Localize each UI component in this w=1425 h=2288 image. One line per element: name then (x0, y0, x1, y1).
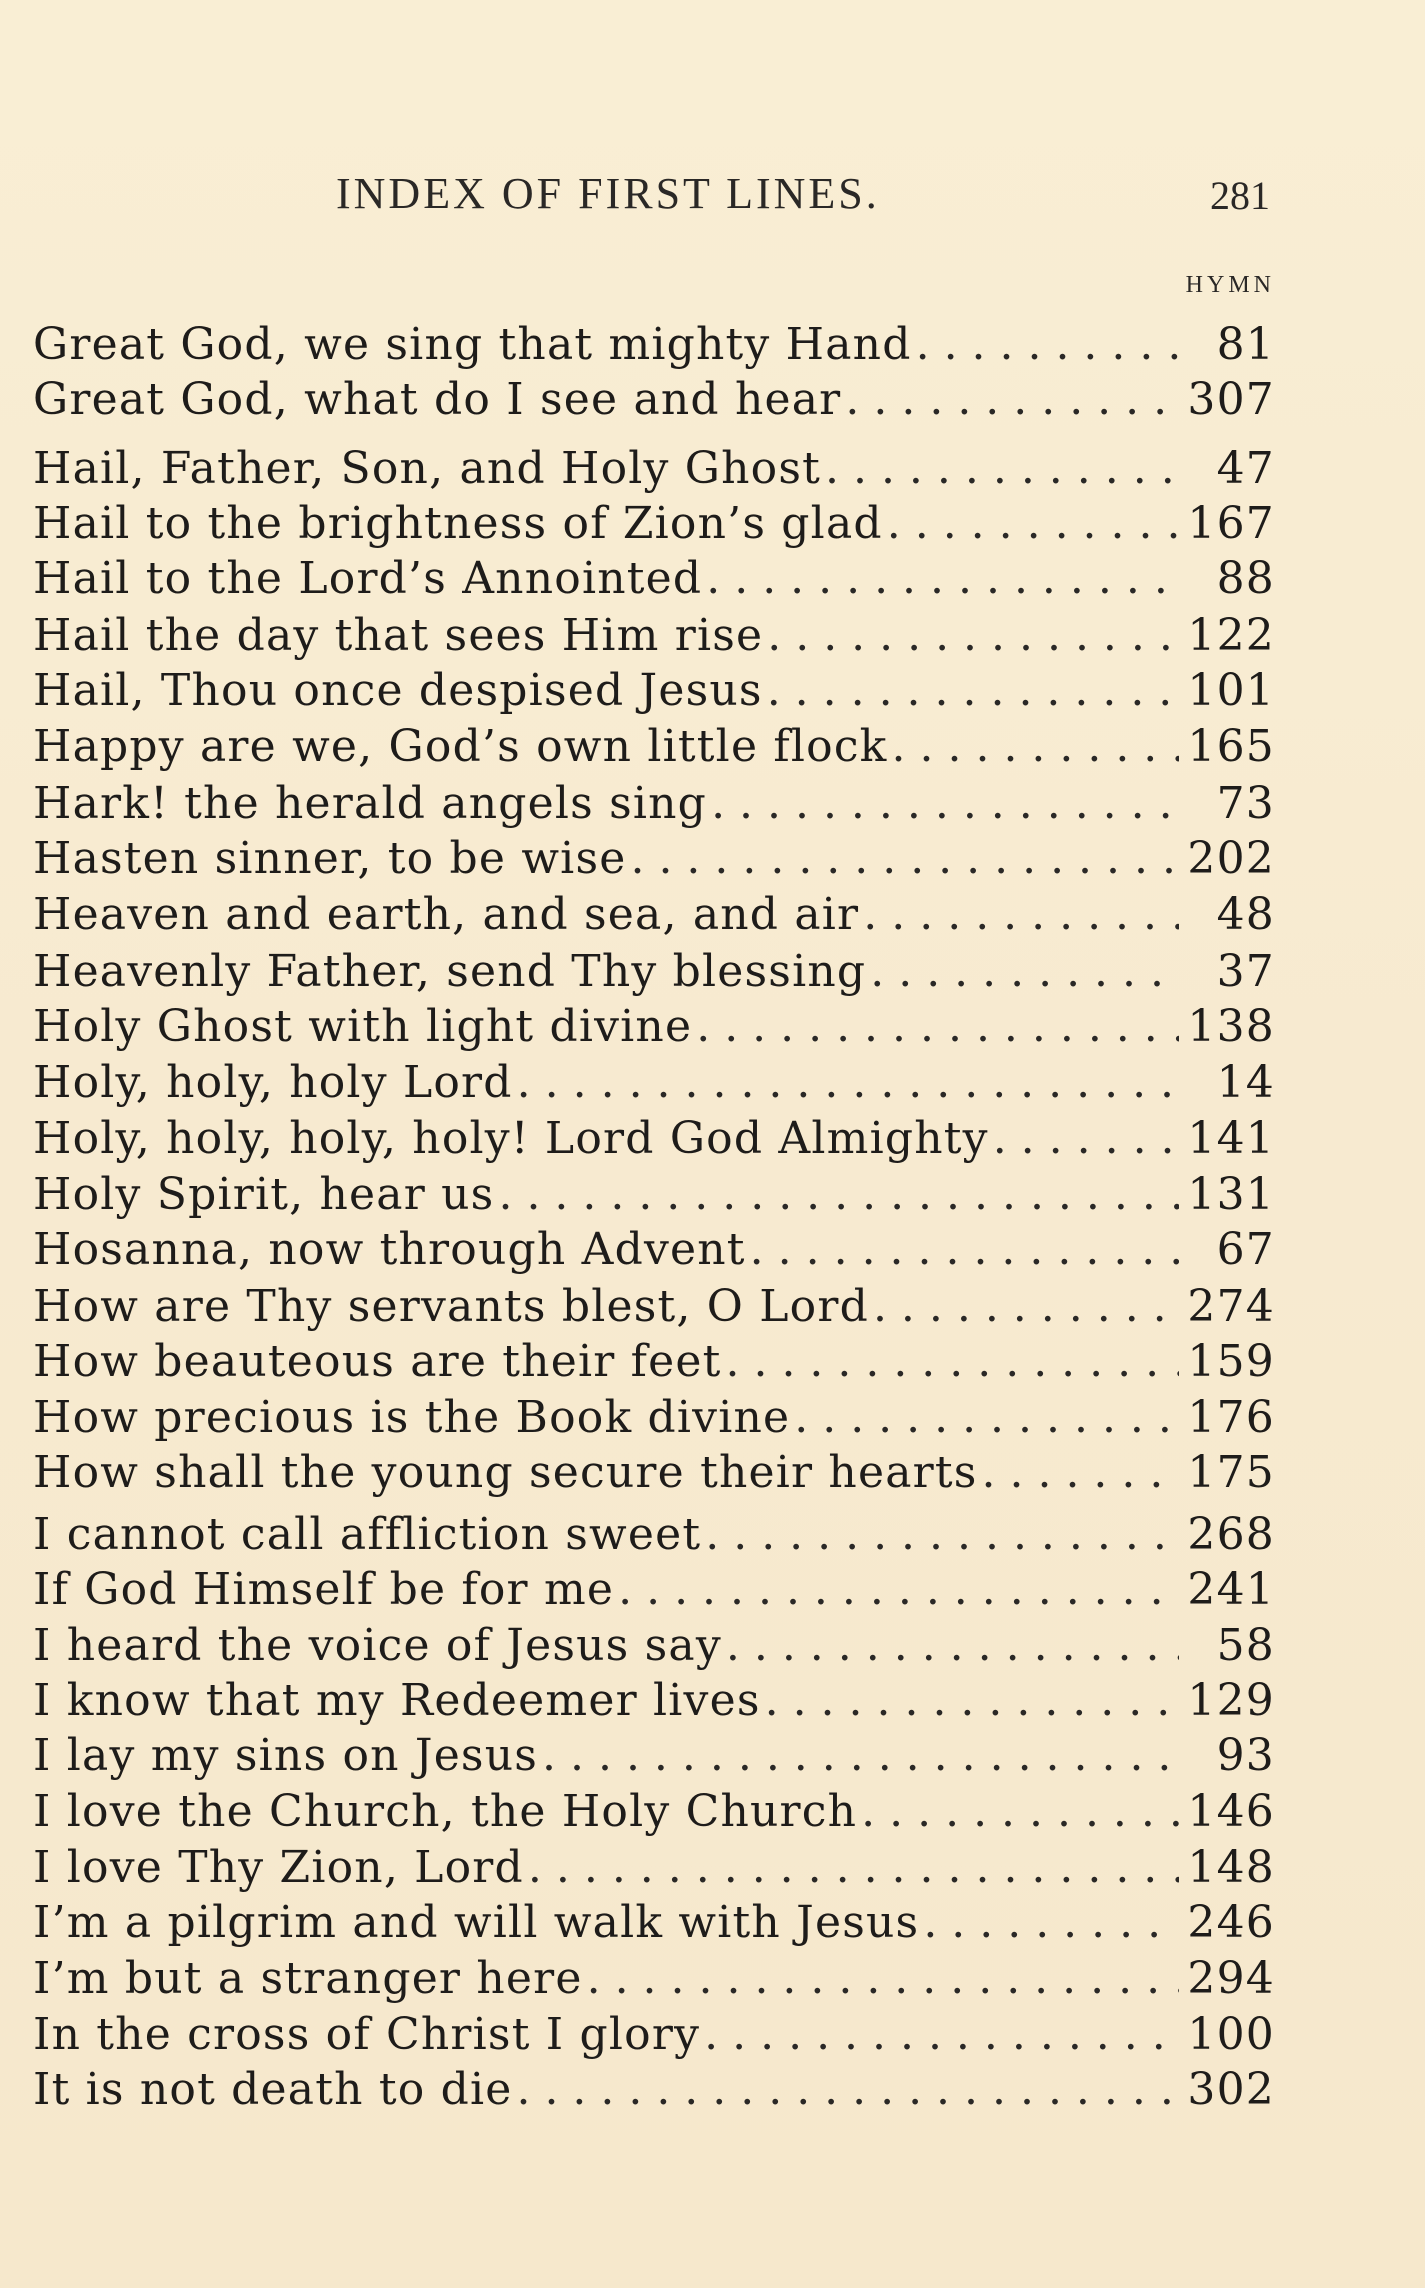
hymn-number: 307 (1187, 374, 1275, 425)
index-entry (33, 1896, 1275, 1950)
index-entry (33, 1335, 1275, 1389)
index-entry (33, 832, 1275, 886)
dot-leader (888, 720, 1179, 774)
first-line-text: I love Thy Zion, Lord (33, 1842, 524, 1893)
page-header (0, 168, 1425, 228)
dot-leader (763, 664, 1179, 718)
dot-leader (821, 442, 1179, 496)
hymn-number: 47 (1216, 443, 1275, 494)
hymn-number: 175 (1187, 1447, 1275, 1498)
hymn-number: 14 (1216, 1057, 1275, 1108)
dot-leader (702, 552, 1179, 606)
dot-leader (512, 2063, 1179, 2117)
first-line-text: I know that my Redeemer lives (33, 1675, 761, 1726)
first-line-text: How precious is the Book divine (33, 1392, 791, 1443)
first-line-text: Heavenly Father, send Thy blessing (33, 946, 867, 997)
hymn-number: 101 (1187, 665, 1275, 716)
page-number: 281 (1210, 173, 1270, 218)
dot-leader (583, 1952, 1179, 2006)
index-entry (33, 1674, 1275, 1728)
index-entry (33, 2008, 1275, 2062)
hymn-number: 246 (1187, 1897, 1275, 1948)
dot-leader (978, 1446, 1179, 1500)
hymn-number: 81 (1216, 319, 1275, 370)
dot-leader (866, 945, 1179, 999)
dot-leader (763, 609, 1179, 663)
dot-leader (912, 318, 1179, 372)
index-entry (33, 1223, 1275, 1277)
index-entry (33, 1391, 1275, 1445)
first-line-text: Hail, Thou once despised Jesus (33, 665, 763, 716)
index-entry (33, 1952, 1275, 2006)
dot-leader (524, 1841, 1179, 1895)
dot-leader (919, 1896, 1179, 1950)
dot-leader (722, 1619, 1179, 1673)
dot-leader (841, 373, 1179, 427)
first-line-text: I love the Church, the Holy Church (33, 1786, 858, 1837)
hymn-number: 146 (1187, 1786, 1275, 1837)
hymn-number: 241 (1187, 1564, 1275, 1615)
first-line-text: How are Thy servants blest, O Lord (33, 1281, 869, 1332)
index-entry (33, 720, 1275, 774)
dot-leader (869, 1280, 1179, 1334)
hymn-number: 100 (1187, 2009, 1275, 2060)
hymn-number: 88 (1216, 553, 1275, 604)
index-entry (33, 888, 1275, 942)
index-entry (33, 1280, 1275, 1334)
dot-leader (513, 1056, 1179, 1110)
hymn-number: 302 (1187, 2064, 1275, 2115)
index-entry (33, 497, 1275, 551)
first-line-text: Heaven and earth, and sea, and air (33, 889, 860, 940)
hymn-number: 37 (1216, 946, 1275, 997)
hymn-number: 93 (1216, 1730, 1275, 1781)
hymn-number: 138 (1187, 1001, 1275, 1052)
dot-leader (883, 497, 1179, 551)
index-entry (33, 609, 1275, 663)
first-line-text: Hosanna, now through Advent (33, 1224, 746, 1275)
first-line-text: I heard the voice of Jesus say (33, 1620, 722, 1671)
first-line-text: I lay my sins on Jesus (33, 1730, 539, 1781)
first-line-text: In the cross of Christ I glory (33, 2009, 701, 2060)
hymn-number: 294 (1187, 1953, 1275, 2004)
index-entry (33, 2063, 1275, 2117)
dot-leader (707, 777, 1179, 831)
hymn-number: 274 (1187, 1281, 1275, 1332)
first-line-text: I’m but a stranger here (33, 1953, 583, 2004)
index-entry (33, 1112, 1275, 1166)
first-line-text: I’m a pilgrim and will walk with Jesus (33, 1897, 920, 1948)
first-line-text: Happy are we, God’s own little flock (33, 721, 888, 772)
first-line-text: Hark! the herald angels sing (33, 778, 708, 829)
hymn-number: 122 (1187, 610, 1275, 661)
hymn-number: 58 (1216, 1620, 1275, 1671)
first-line-text: Hail to the brightness of Zion’s glad (33, 498, 883, 549)
hymn-number: 129 (1187, 1675, 1275, 1726)
first-line-text: Hasten sinner, to be wise (33, 833, 627, 884)
dot-leader (614, 1563, 1179, 1617)
dot-leader (790, 1391, 1179, 1445)
dot-leader (538, 1729, 1179, 1783)
hymn-number: 268 (1187, 1509, 1275, 1560)
index-entry (33, 1508, 1275, 1562)
hymn-number: 48 (1216, 889, 1275, 940)
index-entry (33, 1446, 1275, 1500)
hymn-number: 73 (1216, 778, 1275, 829)
index-entry (33, 552, 1275, 606)
first-line-text: How shall the young secure their hearts (33, 1447, 978, 1498)
dot-leader (761, 1674, 1179, 1728)
first-line-text: How beauteous are their feet (33, 1336, 722, 1387)
hymn-column-label: HYMN (1185, 272, 1275, 298)
dot-leader (700, 2008, 1179, 2062)
index-entry (33, 1563, 1275, 1617)
hymn-number: 148 (1187, 1842, 1275, 1893)
index-entry (33, 945, 1275, 999)
dot-leader (701, 1508, 1179, 1562)
dot-leader (989, 1112, 1179, 1166)
index-entry (33, 1841, 1275, 1895)
dot-leader (859, 888, 1179, 942)
index-entry (33, 1785, 1275, 1839)
first-line-text: It is not death to die (33, 2064, 513, 2115)
first-line-text: Holy Ghost with light divine (33, 1001, 693, 1052)
hymn-number: 67 (1216, 1224, 1275, 1275)
first-line-text: Great God, we sing that mighty Hand (33, 319, 912, 370)
first-line-text: Holy, holy, holy, holy! Lord God Almighty (33, 1113, 989, 1164)
hymn-number: 141 (1187, 1113, 1275, 1164)
index-entry (33, 1168, 1275, 1222)
index-entry (33, 1000, 1275, 1054)
page-title: INDEX OF FIRST LINES. (336, 169, 880, 218)
hymn-number: 159 (1187, 1336, 1275, 1387)
dot-leader (722, 1335, 1180, 1389)
index-entry (33, 373, 1275, 427)
index-entry (33, 318, 1275, 372)
hymn-number: 167 (1187, 498, 1275, 549)
first-line-text: Holy, holy, holy Lord (33, 1057, 513, 1108)
hymn-number: 131 (1187, 1169, 1275, 1220)
dot-leader (746, 1223, 1179, 1277)
index-entry (33, 1056, 1275, 1110)
index-entry (33, 664, 1275, 718)
index-entry (33, 1619, 1275, 1673)
dot-leader (857, 1785, 1179, 1839)
dot-leader (692, 1000, 1179, 1054)
first-line-text: Holy Spirit, hear us (33, 1169, 495, 1220)
first-line-text: Hail, Father, Son, and Holy Ghost (33, 443, 822, 494)
hymn-number: 202 (1187, 833, 1275, 884)
hymn-number: 176 (1187, 1392, 1275, 1443)
index-entry (33, 777, 1275, 831)
first-line-text: Great God, what do I see and hear (33, 374, 842, 425)
dot-leader (626, 832, 1179, 886)
first-line-text: I cannot call affliction sweet (33, 1509, 702, 1560)
hymn-number: 165 (1187, 721, 1275, 772)
first-line-text: If God Himself be for me (33, 1564, 615, 1615)
dot-leader (494, 1168, 1179, 1222)
first-line-text: Hail the day that sees Him rise (33, 610, 764, 661)
index-entry (33, 1729, 1275, 1783)
index-entry (33, 442, 1275, 496)
first-line-text: Hail to the Lord’s Annointed (33, 553, 703, 604)
